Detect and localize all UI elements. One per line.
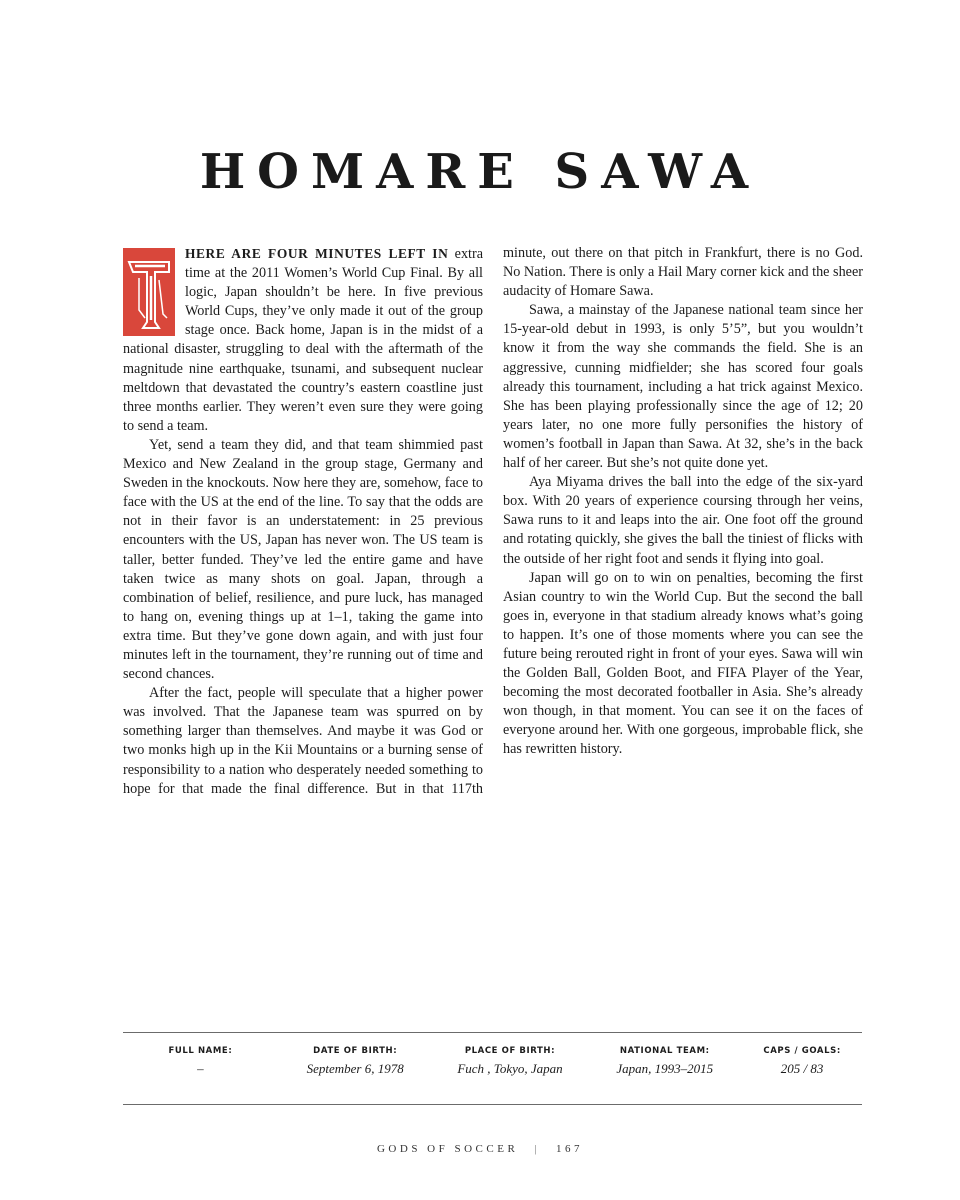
paragraph-3: After the fact, people will speculate that a higher power was involved. That the Japanese team was spurred on by something larger than themselves. And maybe it was God or two monks high up in the Kii Mountains or a burning sense of responsibility to a nation who desperately needed something to hope for that made the final difference. But in that 117th minute, out there on that pitch in Frankfurt, there is no God. No Nation. There is only a Hail Mary corner kick and the sheer audacity of Homare Sawa. — [123, 245, 863, 797]
paragraph-4: Sawa, a mainstay of the Japanese national team since her 15-year-old debut in 1993, is only 5’5”, but you wouldn’t know it from the way she commands the field. She is an aggressive, cunning midfielder; she has scored four goals already this tournament, including a hat trick against Mexico. She has been playing professionally since the age of 12; 20 years later, no one more fully personifies the history of women’s football in Japan than Sawa. At 32, she’s in the back half of her career. But she’s not quite done yet. — [503, 302, 863, 472]
paragraph-1 — [123, 244, 483, 436]
paragraph-1-text: extra time at the 2011 Women’s World Cup Final. By all logic, Japan shouldn’t be here. In five previous World Cups, they’ve only made it out of the group stage once. Back home, Japan is in the midst of a national disaster, struggling to deal with the aftermath of the magnitude nine earthquake, tsunami, and subsequent nuclear meltdown that devastated the country’s eastern coastline just three months earlier. They weren’t even sure they were going to send a team. — [123, 246, 484, 434]
page-footer — [0, 1143, 960, 1155]
fact-value: 205 / 83 — [780, 1061, 824, 1076]
fact-label: NATIONAL TEAM: — [619, 1046, 710, 1056]
fact-full-name — [123, 1046, 278, 1077]
page-number: 167 — [556, 1143, 583, 1155]
fact-value: – — [197, 1061, 204, 1076]
player-facts — [123, 1046, 862, 1077]
fact-label: PLACE OF BIRTH: — [464, 1046, 556, 1056]
paragraph-6: Japan will go on to win on penalties, becoming the first Asian country to win the World Cup. But the second the ball goes in, everyone in that stadium already knows what’s going to happen. It’s one of those moments where you can see the future being rerouted right in front of your eyes. Sawa will win the Golden Ball, Golden Boot, and FIFA Player of the Year, becoming the most decorated footballer in Asia. She’s already won though, in that moment. You can see it on the faces of everyone around her. With one gorgeous, improbable flick, she has rewritten history. — [503, 569, 863, 758]
fact-national-team — [587, 1046, 742, 1077]
fact-place-of-birth — [433, 1046, 588, 1077]
paragraph-5: Aya Miyama drives the ball into the edge of the six-yard box. With 20 years of experience coursing through her veins, Sawa runs to it and leaps into the air. One foot off the ground and rotating quickly, she gives the ball the tiniest of flicks with the outside of her right foot and sends it flying into goal. — [503, 474, 863, 567]
fact-date-of-birth — [278, 1046, 433, 1077]
lead-in: HERE ARE FOUR MINUTES LEFT IN — [185, 246, 449, 261]
fact-value: September 6, 1978 — [306, 1061, 404, 1076]
fact-label: DATE OF BIRTH: — [313, 1046, 398, 1056]
dropcap-t-icon — [123, 248, 175, 336]
facts-top-rule — [123, 1032, 862, 1033]
fact-label: FULL NAME: — [168, 1046, 233, 1056]
fact-value: Japan, 1993–2015 — [616, 1061, 714, 1076]
facts-bottom-rule — [123, 1104, 862, 1105]
book-title: GODS OF SOCCER — [376, 1143, 519, 1155]
article-body — [123, 244, 863, 804]
page-title: HOMARE SAWA — [199, 144, 761, 200]
fact-value: Fuch , Tokyo, Japan — [457, 1061, 563, 1076]
fact-label: CAPS / GOALS: — [763, 1046, 841, 1056]
footer-separator: | — [534, 1143, 540, 1155]
fact-caps-goals — [742, 1046, 862, 1077]
paragraph-2: Yet, send a team they did, and that team shimmied past Mexico and New Zealand in the group stage, Germany and Sweden in the knockouts. Now here they are, somehow, face to face with the US at the end of the line. To say that the odds are not in their favor is an understatement: in 25 previous encounters with the US, Japan has never won. The US team is taller, better funded. They’ve led the entire game and have taken twice as many shots on goal. Japan, through a combination of belief, resilience, and pure luck, has managed to hang on, evening things up at 1–1, taking the game into extra time. But they’ve gone down again, and with just four minutes left in the tournament, they’re running out of time and second chances. — [123, 436, 483, 683]
